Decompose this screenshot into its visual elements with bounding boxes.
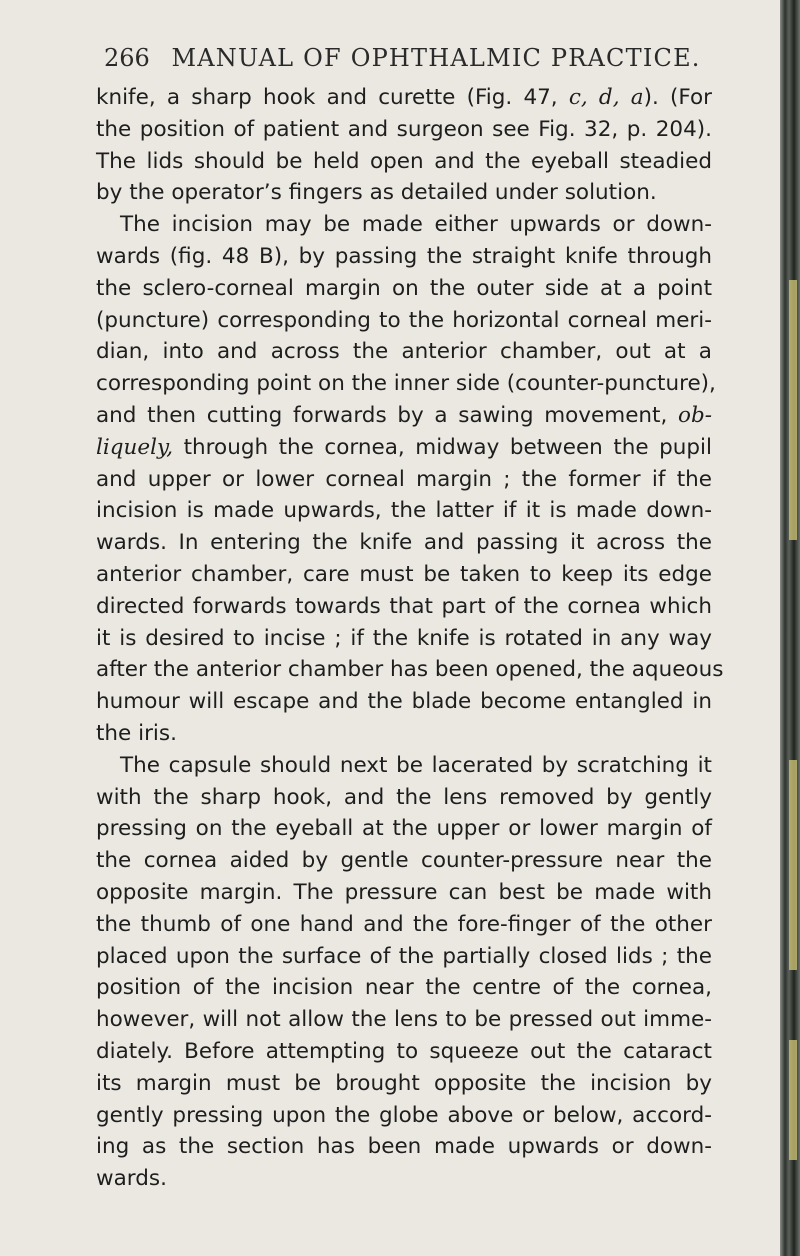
text-line: position of the incision near the centre of the cornea, bbox=[96, 975, 712, 1001]
page-edge-stain bbox=[789, 1040, 797, 1160]
text-line: The incision may be made either upwards or down- bbox=[120, 212, 712, 238]
text-line: it is desired to incise ; if the knife is rotated in any way bbox=[96, 625, 712, 651]
text-line: the iris. bbox=[96, 720, 177, 746]
text-line: corresponding point on the inner side (counter-puncture), bbox=[96, 371, 716, 397]
text-line: placed upon the surface of the partially closed lids ; the bbox=[96, 943, 712, 969]
text-line: the thumb of one hand and the fore-finger of the other bbox=[96, 911, 712, 937]
text-line: humour will escape and the blade become entangled in bbox=[96, 689, 712, 715]
body-text bbox=[96, 82, 724, 1195]
text-line: opposite margin. The pressure can best be made with bbox=[96, 879, 712, 905]
text-line: The capsule should next be lacerated by scratching it bbox=[120, 752, 712, 778]
text-line: diately. Before attempting to squeeze out the cataract bbox=[96, 1038, 712, 1064]
text-line: gently pressing upon the globe above or below, accord- bbox=[96, 1102, 712, 1128]
text-line: and upper or lower corneal margin ; the former if the bbox=[96, 466, 712, 492]
text-line: incision is made upwards, the latter if it is made down- bbox=[96, 498, 712, 524]
text-line: its margin must be brought opposite the incision by bbox=[96, 1070, 712, 1096]
text-line: knife, a sharp hook and curette (Fig. 47, c, d, a). (For bbox=[96, 85, 712, 110]
page-edge-stain bbox=[789, 760, 797, 970]
text-line: (puncture) corresponding to the horizontal corneal meri- bbox=[96, 307, 712, 333]
running-title: MANUAL OF OPHTHALMIC PRACTICE. bbox=[171, 44, 701, 72]
page-edge-stain bbox=[789, 280, 797, 540]
text-line: with the sharp hook, and the lens removed by gently bbox=[96, 784, 712, 810]
text-line: wards. In entering the knife and passing it across the bbox=[96, 530, 712, 556]
text-line: the cornea aided by gentle counter-pressure near the bbox=[96, 848, 712, 874]
text-line: directed forwards towards that part of the cornea which bbox=[96, 593, 712, 619]
running-header bbox=[104, 44, 701, 72]
text-line: ing as the section has been made upwards or down- bbox=[96, 1134, 712, 1160]
text-line: after the anterior chamber has been opened, the aqueous bbox=[96, 657, 724, 683]
text-line: pressing on the eyeball at the upper or lower margin of bbox=[96, 816, 712, 842]
text-line: anterior chamber, care must be taken to keep its edge bbox=[96, 561, 712, 587]
page-number: 266 bbox=[104, 44, 150, 72]
text-line: by the operator’s fingers as detailed under solution. bbox=[96, 180, 657, 206]
text-line: and then cutting forwards by a sawing movement, ob- bbox=[96, 402, 712, 428]
text-line: however, will not allow the lens to be pressed out imme- bbox=[96, 1007, 712, 1033]
text-line: the position of patient and surgeon see Fig. 32, p. 204). bbox=[96, 116, 712, 142]
text-line: the sclero-corneal margin on the outer side at a point bbox=[96, 275, 712, 301]
book-page-edge bbox=[780, 0, 800, 1256]
text-line: wards (fig. 48 B), by passing the straight knife through bbox=[96, 243, 712, 269]
text-line: liquely, through the cornea, midway between the pupil bbox=[96, 434, 712, 460]
text-line: The lids should be held open and the eyeball steadied bbox=[96, 148, 712, 174]
text-line: wards. bbox=[96, 1166, 167, 1192]
text-line: dian, into and across the anterior chamber, out at a bbox=[96, 339, 712, 365]
